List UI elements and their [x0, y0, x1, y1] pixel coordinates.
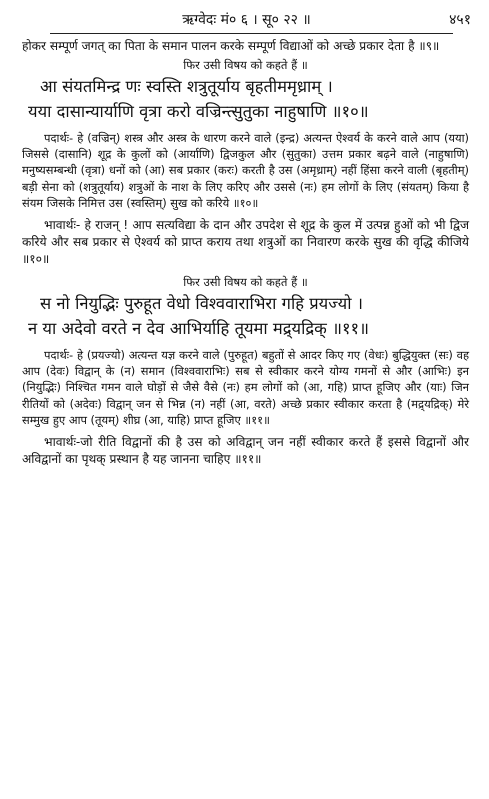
page-number: ४५१: [449, 12, 471, 28]
verse-10-padartha: पदार्थः- हे (वज्रिन्) शस्त्र और अस्त्र के धारण करने वाले (इन्द्र) अत्यन्त ऐश्वर्य के करने वाले आप (यया) जिससे (दासानि) शूद्र के कुलों को (आर्याणि) द्विजकुल और (सुतुका) उत्तम प्रकार बढ़ने वाले (नाहुषाणि) मनुष्यसम्बन्धी (वृत्रा) धनों को (आ) सब प्रकार (करः) करती है उस (अमृध्राम्) नहीं हिंसा करने वाली (बृहतीम्) बड़ी सेना को (शत्रुतूर्याय) शत्रुओं के नाश के लिए करिए और उससे (नः) हम लोगों के लिए (संयतम्) किया है संयम जिसके निमित्त उस (स्वस्तिम्) सुख को करिये ॥१०॥: [22, 131, 469, 210]
running-header: [22, 10, 471, 30]
verse-11-intro: फिर उसी विषय को कहते हैं ॥: [183, 275, 308, 290]
verse-10-bhavartha: भावार्थः- हे राजन् ! आप सत्यविद्या के दान और उपदेश से शूद्र के कुल में उत्पन्न हुओं को भी द्विज करिये और सब प्रकार से ऐश्वर्य को प्राप्त कराय तथा शत्रुओं का निवारण करके सुख की वृद्धि कीजिये ॥१०॥: [22, 218, 469, 267]
verse-11-mantra-line-2: न या अदेवो वरते न देव आभिर्याहि तूयमा मद्र्यद्रिक् ॥११॥: [28, 319, 370, 339]
continuation-text: होकर सम्पूर्ण जगत् का पिता के समान पालन करके सम्पूर्ण विद्याओं को अच्छे प्रकार देता है ॥९॥: [22, 39, 440, 53]
page-body: [22, 38, 469, 468]
verse-10-mantra-line-1: आ संयतमिन्द्र णः स्वस्ति शत्रुतूर्याय बृहतीममृध्राम् ।: [40, 77, 333, 96]
verse-11-mantra-line-1: स नो नियुद्भिः पुरुहूत वेधो विश्ववाराभिरा गहि प्रयज्यो ।: [40, 294, 363, 314]
verse-11-bhavartha: भावार्थः-जो रीति विद्वानों की है उस को अविद्वान् जन नहीं स्वीकार करते हैं इससे विद्वानों और अविद्वानों का पृथक् प्रस्थान है यह जानना चाहिए ॥११॥: [22, 435, 469, 467]
header-title: ऋग्वेदः मं० ६ । सू० २२ ॥: [182, 12, 311, 28]
header-rule: [50, 33, 453, 34]
verse-10-mantra-line-2: यया दासान्यार्याणि वृत्रा करो वज्रिन्त्सुतुका नाहुषाणि ॥१०॥: [28, 102, 369, 121]
verse-10-intro: फिर उसी विषय को कहते हैं ॥: [183, 58, 308, 72]
verse-11-padartha: पदार्थः- हे (प्रयज्यो) अत्यन्त यज्ञ करने वाले (पुरुहूत) बहुतों से आदर किए गए (वेधः) बुद्धियुक्त (सः) वह आप (देवः) विद्वान् के (न) समान (विश्ववाराभिः) सब से स्वीकार करने योग्य गमनों से और (आभिः) इन (नियुद्भिः) निश्चित गमन वाले घोड़ों से जैसे वैसे (नः) हम लोगों को (आ, गहि) प्राप्त हूजिए और (याः) जिन रीतियों को (अदेवः) विद्वान् जन से भिन्न (न) नहीं (आ, वरते) अच्छे प्रकार स्वीकार करता है (मद्र्यद्रिक्) मेरे सम्मुख हुए आप (तूयम्) शीघ्र (आ, याहि) प्राप्त हूजिए ॥११॥: [22, 348, 469, 427]
